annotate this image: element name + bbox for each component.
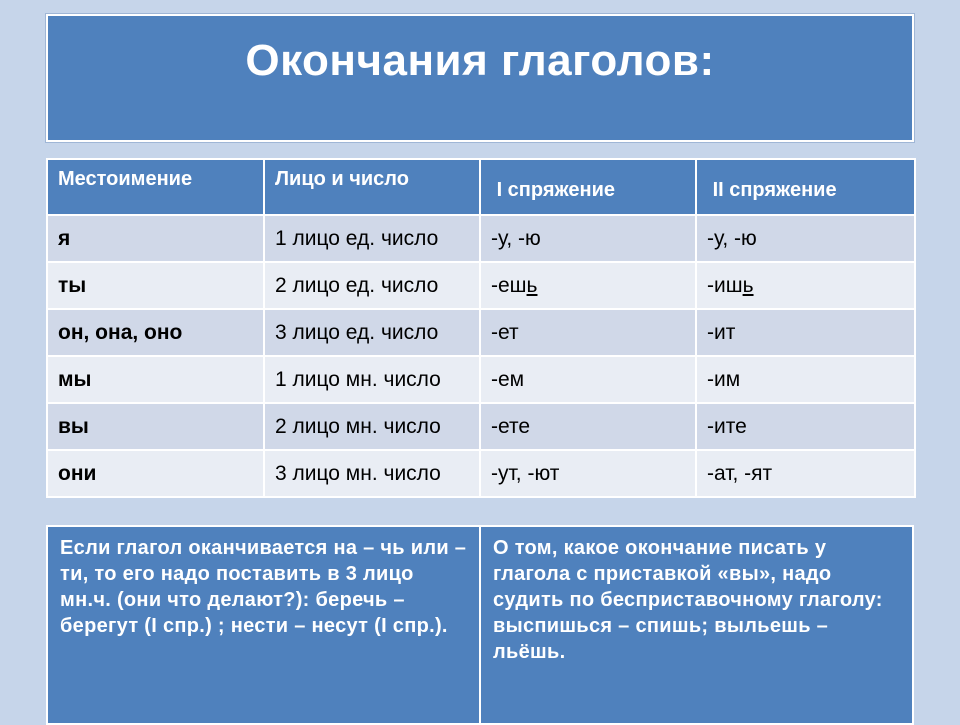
note-infinitive-rule: Если глагол оканчивается на – чь или – ти, то его надо поставить в 3 лицо мн.ч. (они что делают?): беречь – берегут (I спр.) ; нести – несут (I спр.). — [48, 527, 481, 723]
header-pronoun: Местоимение — [47, 159, 264, 215]
pronoun-cell: они — [47, 450, 264, 497]
conj1-cell — [480, 262, 696, 309]
person-cell: 1 лицо мн. число — [264, 356, 480, 403]
person-cell: 1 лицо ед. число — [264, 215, 480, 262]
conj1-cell: -ут, -ют — [480, 450, 696, 497]
soft-sign-underlined: ь — [742, 273, 754, 297]
person-cell: 2 лицо ед. число — [264, 262, 480, 309]
conj1-cell: -ете — [480, 403, 696, 450]
header-second-conjugation — [696, 159, 915, 215]
conj1-cell: -у, -ю — [480, 215, 696, 262]
person-cell: 2 лицо мн. число — [264, 403, 480, 450]
verb-endings-table — [46, 158, 916, 498]
person-cell: 3 лицо мн. число — [264, 450, 480, 497]
title-panel — [46, 14, 914, 142]
conj2-cell: -ите — [696, 403, 915, 450]
pronoun-cell: он, она, оно — [47, 309, 264, 356]
pronoun-cell: мы — [47, 356, 264, 403]
pronoun-cell: я — [47, 215, 264, 262]
table-row — [47, 403, 915, 450]
soft-sign-underlined: ь — [526, 273, 538, 297]
pronoun-cell: ты — [47, 262, 264, 309]
table-header-row — [47, 159, 915, 215]
conj2-cell: -им — [696, 356, 915, 403]
header-first-conjugation-label: I спряжение — [496, 178, 616, 201]
table-row — [47, 262, 915, 309]
conj1-cell: -ет — [480, 309, 696, 356]
conj2-cell: -ит — [696, 309, 915, 356]
table-row — [47, 309, 915, 356]
conj2-cell: -у, -ю — [696, 215, 915, 262]
conj1-ending-text: -ешь — [491, 273, 538, 297]
header-second-conjugation-label: II спряжение — [712, 178, 837, 201]
table-row — [47, 215, 915, 262]
conj2-cell — [696, 262, 915, 309]
header-person-number: Лицо и число — [264, 159, 480, 215]
page-title: Окончания глаголов: — [245, 36, 715, 85]
conj2-cell: -ат, -ят — [696, 450, 915, 497]
conj1-cell: -ем — [480, 356, 696, 403]
notes-panel — [46, 525, 914, 725]
conj2-ending-text: -ишь — [707, 273, 754, 297]
header-first-conjugation — [480, 159, 696, 215]
table-row — [47, 356, 915, 403]
table-row — [47, 450, 915, 497]
note-prefix-vy-rule: О том, какое окончание писать у глагола с приставкой «вы», надо судить по бесприставочному глаголу: выспишься – спишь; выльешь – льёшь. — [481, 527, 912, 723]
pronoun-cell: вы — [47, 403, 264, 450]
person-cell: 3 лицо ед. число — [264, 309, 480, 356]
